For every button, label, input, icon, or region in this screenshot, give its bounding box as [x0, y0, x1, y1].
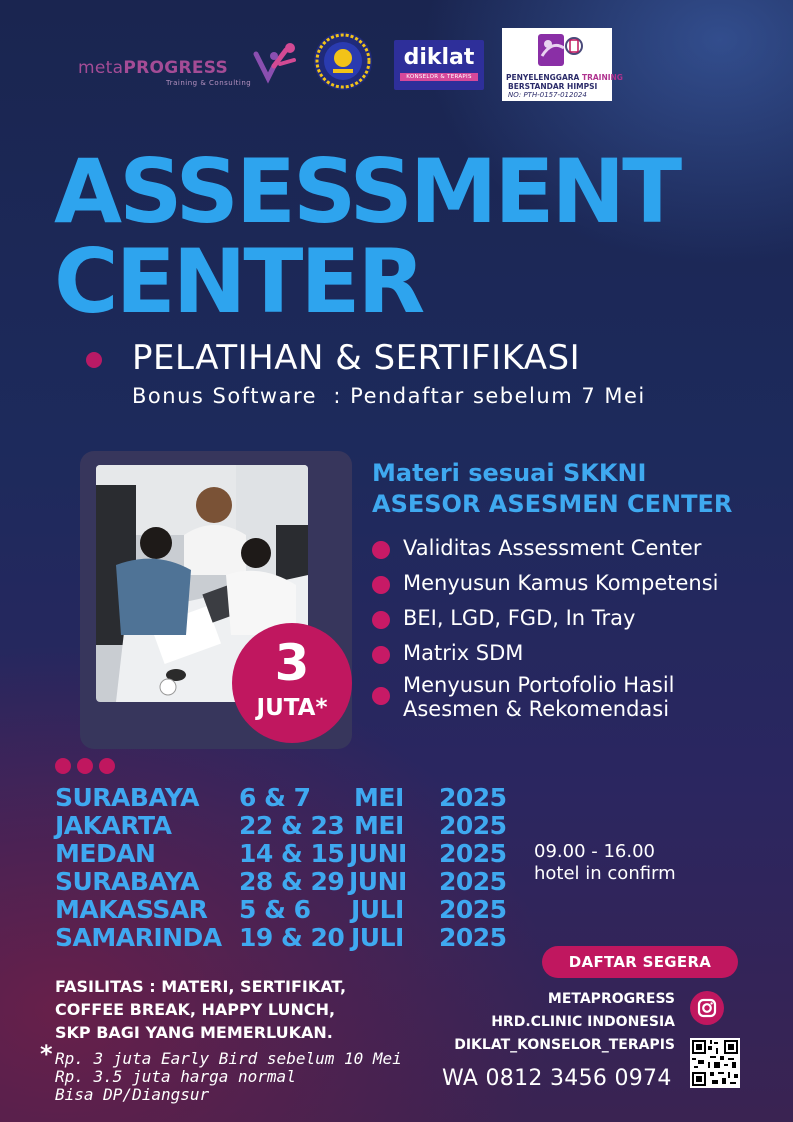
price-unit: JUTA*: [256, 695, 328, 721]
materi-item: Menyusun Portofolio Hasil Asesmen & Rekomendasi: [372, 673, 782, 723]
price-note: Rp. 3 juta Early Bird sebelum 10 Mei: [55, 1049, 402, 1068]
subtitle: PELATIHAN & SERTIFIKASI: [132, 338, 581, 378]
bullet-icon: [372, 541, 390, 559]
facilities-line: SKP BAGI YANG MEMERLUKAN.: [55, 1023, 333, 1042]
price-note: Bisa DP/Diangsur: [55, 1085, 210, 1104]
instagram-icon[interactable]: [690, 991, 724, 1025]
diklat-tagline: KONSELOR & TERAPIS: [400, 73, 478, 81]
title-line-2: CENTER: [54, 230, 423, 333]
metaprogress-logo: [78, 52, 298, 92]
register-now-button[interactable]: DAFTAR SEGERA: [542, 946, 738, 978]
metaprogress-mark-icon: [250, 42, 300, 88]
metaprogress-wordmark: metaPROGRESS: [78, 58, 229, 78]
materi-item: Menyusun Kamus Kompetensi: [372, 571, 782, 597]
venue-text: hotel in confirm: [534, 863, 676, 884]
materi-heading-1: Materi sesuai SKKNI: [372, 459, 647, 487]
price-badge: [232, 623, 352, 743]
certification-badge-icon: [313, 31, 373, 91]
social-account[interactable]: HRD.CLINIC INDONESIA: [491, 1014, 675, 1030]
himpsi-line-2: BERSTANDAR HIMPSI: [508, 82, 598, 91]
himpsi-line-3: NO: PTH-0157-012024: [508, 91, 587, 99]
poster: metaPROGRESS Training & Consulting diklat KONSELOR & TERAPIS PENYELENGGARA TRAINING BERSTANDAR HIMPSI NO: PTH-0157-012024 ASSESSMENT CENTER PELATIHAN & SERTIFIKASI Bonus Software : Pendaftar sebelum 7 Mei 3 JUTA* Materi sesuai SKKNI ASESOR ASESMEN CENTER Validitas Assessment Center Menyusun Kamus Kompetensi BEI, LGD, FGD, In Tray Matrix SDM Menyusun Portofolio Hasil Asesmen & Rekomendasi SURABAYA 6 & 7 MEI 2025 JAKARTA 22 & 23 MEI 2025 MEDAN 14 & 15 JUNI 2025 SURABAYA 28 & 29 JUNI 2025 MAKASSAR 5 & 6 JULI 2025 SAMARINDA 19 & 20 JULI 2025 09.00 - 16.00 hotel in confirm FASILITAS : MATERI, SERTIFIKAT, COFFEE BREAK, HAPPY LUNCH, SKP BAGI YANG MEMERLUKAN. * Rp. 3 juta Early Bird sebelum 10 Mei Rp. 3.5 juta harga normal Bisa DP/Diangsur DAFTAR SEGERA METAPROGRESS HRD.CLINIC INDONESIA DIKLAT_KONSELOR_TERAPIS WA 0812 3456 0974: [0, 0, 793, 1122]
price-note: Rp. 3.5 juta harga normal: [55, 1067, 296, 1086]
bullet-icon: [372, 611, 390, 629]
title-line-1: ASSESSMENT: [54, 140, 680, 243]
metaprogress-tagline: Training & Consulting: [166, 79, 252, 87]
bullet-icon: [372, 687, 390, 705]
decorative-dots-icon: [55, 758, 121, 778]
materi-heading-2: ASESOR ASESMEN CENTER: [372, 490, 733, 518]
subtitle-bullet-icon: [86, 352, 102, 368]
facilities-line: FASILITAS : MATERI, SERTIFIKAT,: [55, 977, 347, 996]
whatsapp-contact[interactable]: WA 0812 3456 0974: [442, 1066, 672, 1091]
materi-item: BEI, LGD, FGD, In Tray: [372, 606, 782, 632]
session-time: 09.00 - 16.00: [534, 841, 655, 862]
qr-code-icon[interactable]: [690, 1038, 740, 1088]
price-amount: 3: [274, 634, 310, 692]
bonus-text: Bonus Software : Pendaftar sebelum 7 Mei: [132, 384, 646, 408]
bullet-icon: [372, 646, 390, 664]
diklat-logo: [394, 40, 484, 90]
facilities-line: COFFEE BREAK, HAPPY LUNCH,: [55, 1000, 336, 1019]
bullet-icon: [372, 576, 390, 594]
diklat-wordmark: diklat: [403, 45, 475, 70]
social-account[interactable]: METAPROGRESS: [547, 991, 675, 1007]
asterisk-mark: *: [40, 1040, 53, 1068]
himpsi-logo: [502, 28, 623, 101]
social-account[interactable]: DIKLAT_KONSELOR_TERAPIS: [454, 1037, 675, 1053]
materi-item: Matrix SDM: [372, 641, 782, 667]
himpsi-line-1: PENYELENGGARA TRAINING: [506, 73, 623, 82]
himpsi-emblem-icon: [530, 32, 584, 70]
materi-item: Validitas Assessment Center: [372, 536, 782, 562]
